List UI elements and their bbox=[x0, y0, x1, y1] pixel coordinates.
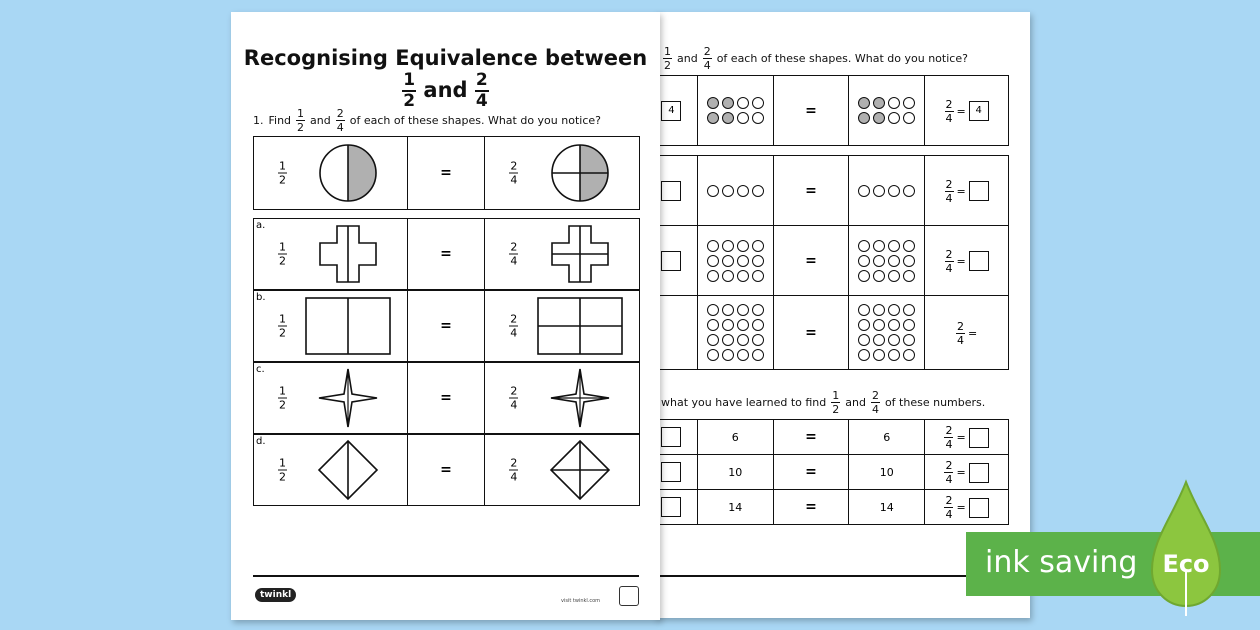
row-letter: b. bbox=[256, 292, 266, 303]
counter-dot bbox=[752, 97, 764, 109]
diamond-shape bbox=[317, 439, 379, 501]
dots-cell bbox=[697, 156, 773, 226]
quarter-cell bbox=[485, 435, 640, 506]
counter-dot bbox=[722, 112, 734, 124]
quarter-cell bbox=[485, 219, 640, 290]
counter-dot bbox=[888, 349, 900, 361]
counter-dot bbox=[722, 349, 734, 361]
rectangle-shape bbox=[535, 295, 625, 357]
fraction: $\frac{2}{4}$ bbox=[957, 319, 964, 347]
shape-row bbox=[253, 218, 640, 290]
dots-cell bbox=[697, 76, 773, 146]
fraction: $\frac{1}{2}$ bbox=[279, 159, 286, 187]
counter-dot bbox=[888, 255, 900, 267]
star-shape bbox=[317, 367, 379, 429]
answer-box[interactable] bbox=[661, 251, 681, 271]
counter-dot bbox=[858, 112, 870, 124]
answer-box[interactable] bbox=[969, 498, 989, 518]
counter-dot bbox=[873, 97, 885, 109]
counter-dot bbox=[888, 97, 900, 109]
counter-dot bbox=[903, 334, 915, 346]
counter-dot bbox=[707, 185, 719, 197]
footer-url: visit twinkl.com bbox=[561, 598, 601, 604]
equals-cell: = bbox=[773, 420, 849, 455]
counter-dot bbox=[722, 97, 734, 109]
fraction: $\frac{2}{4}$ bbox=[945, 177, 953, 205]
equals-cell: = bbox=[773, 76, 849, 146]
question1-instruction: 1. Find $\frac{1}{2}$ and $\frac{2}{4}$ of each of these shapes. What do you notice? bbox=[253, 107, 601, 134]
dots-cell bbox=[849, 156, 925, 226]
worksheet-page-1 bbox=[231, 12, 660, 620]
counter-dot bbox=[752, 304, 764, 316]
quality-badge-icon bbox=[619, 586, 639, 606]
right-answer-cell: $\frac{2}{4}$ = bbox=[925, 226, 1009, 296]
counter-dot bbox=[873, 319, 885, 331]
counter-dot bbox=[707, 304, 719, 316]
right-answer-cell: $\frac{2}{4}$ = bbox=[925, 156, 1009, 226]
fraction-half: $\frac{1}{2}$ bbox=[664, 45, 671, 72]
counter-dot bbox=[737, 255, 749, 267]
counter-dot bbox=[873, 240, 885, 252]
left-answer-cell bbox=[655, 226, 697, 296]
counter-dot bbox=[737, 185, 749, 197]
right-answer-cell: $\frac{2}{4}$ = 4 bbox=[925, 76, 1009, 146]
counter-dot bbox=[722, 270, 734, 282]
counter-dot bbox=[873, 255, 885, 267]
counter-dot bbox=[737, 304, 749, 316]
counter-dot bbox=[722, 240, 734, 252]
counter-dot bbox=[888, 112, 900, 124]
counter-dot bbox=[752, 240, 764, 252]
right-answer-cell: $\frac{2}{4}$ = bbox=[925, 490, 1009, 525]
answer-box[interactable] bbox=[969, 428, 989, 448]
half-cell bbox=[254, 137, 408, 210]
equals-cell: = bbox=[773, 490, 849, 525]
counter-dot bbox=[722, 255, 734, 267]
counter-dot bbox=[903, 349, 915, 361]
counter-dot bbox=[858, 349, 870, 361]
answer-box[interactable] bbox=[661, 497, 681, 517]
counter-dot bbox=[858, 97, 870, 109]
equals-mark: = bbox=[440, 462, 452, 478]
counters-group bbox=[849, 304, 924, 361]
counter-dot bbox=[737, 240, 749, 252]
counter-dot bbox=[873, 334, 885, 346]
counter-dot bbox=[737, 349, 749, 361]
shape-row bbox=[253, 362, 640, 434]
counter-dot bbox=[752, 112, 764, 124]
fraction: $\frac{1}{2}$ bbox=[279, 384, 286, 412]
eco-drop-icon bbox=[1148, 478, 1224, 618]
circle-shape bbox=[317, 142, 379, 204]
fraction-half: $\frac{1}{2}$ bbox=[297, 107, 305, 134]
counter-dot bbox=[752, 255, 764, 267]
fraction: $\frac{2}{4}$ bbox=[510, 312, 518, 340]
numbers-table bbox=[655, 419, 1009, 525]
equals-cell bbox=[407, 291, 484, 362]
dots-cell bbox=[849, 76, 925, 146]
counter-dot bbox=[858, 334, 870, 346]
counter-dot bbox=[737, 270, 749, 282]
counters-group bbox=[698, 97, 773, 124]
answer-box[interactable] bbox=[969, 181, 989, 201]
left-answer-cell bbox=[655, 76, 697, 146]
counter-dot bbox=[752, 270, 764, 282]
number-cell: 14 bbox=[697, 490, 773, 525]
counter-dot bbox=[858, 270, 870, 282]
counter-dot bbox=[752, 334, 764, 346]
counter-dot bbox=[903, 319, 915, 331]
right-answer-cell: $\frac{2}{4}$ = bbox=[925, 455, 1009, 490]
equals-mark: = bbox=[440, 246, 452, 262]
eco-badge-text: Eco bbox=[1162, 550, 1210, 578]
left-answer-cell bbox=[655, 455, 697, 490]
page2-footer-line bbox=[655, 575, 1015, 577]
worksheet-page-2 bbox=[655, 12, 1030, 618]
counter-dot bbox=[873, 185, 885, 197]
number-cell: 10 bbox=[697, 455, 773, 490]
counter-dot bbox=[888, 334, 900, 346]
row-letter: d. bbox=[256, 436, 266, 447]
counters-group bbox=[698, 185, 773, 197]
number-cell: 6 bbox=[849, 420, 925, 455]
counter-dot bbox=[737, 97, 749, 109]
counter-dot bbox=[722, 319, 734, 331]
cross-shape bbox=[549, 223, 611, 285]
counter-dot bbox=[752, 319, 764, 331]
counter-dot bbox=[888, 240, 900, 252]
fraction: $\frac{1}{2}$ bbox=[279, 240, 286, 268]
counter-dot bbox=[873, 349, 885, 361]
counter-dot bbox=[903, 240, 915, 252]
equals-mark: = bbox=[440, 165, 452, 181]
page2-top-instruction: $\frac{1}{2}$ and $\frac{2}{4}$ of each of these shapes. What do you notice? bbox=[664, 45, 968, 72]
equals-cell bbox=[407, 435, 485, 506]
counter-dot bbox=[888, 270, 900, 282]
answer-box[interactable] bbox=[969, 251, 989, 271]
counter-dot bbox=[873, 270, 885, 282]
dots-cell bbox=[697, 296, 773, 370]
counters-group bbox=[698, 240, 773, 282]
dots-cell bbox=[697, 226, 773, 296]
number-cell: 6 bbox=[697, 420, 773, 455]
counter-dot bbox=[873, 304, 885, 316]
counter-dot bbox=[707, 270, 719, 282]
half-cell bbox=[254, 219, 408, 290]
right-answer-cell: $\frac{2}{4}$ = bbox=[925, 296, 1009, 370]
right-answer-cell: $\frac{2}{4}$ = bbox=[925, 420, 1009, 455]
answer-box[interactable]: 4 bbox=[661, 101, 681, 121]
twinkl-logo: twinkl bbox=[255, 588, 296, 602]
counter-dot bbox=[737, 319, 749, 331]
counter-dot bbox=[707, 334, 719, 346]
equals-cell bbox=[407, 363, 485, 434]
star-shape bbox=[549, 367, 611, 429]
fraction: $\frac{2}{4}$ bbox=[945, 494, 953, 521]
equals-cell: = bbox=[773, 455, 849, 490]
counter-dot bbox=[722, 304, 734, 316]
counter-dot bbox=[858, 319, 870, 331]
counter-dot bbox=[858, 304, 870, 316]
counters-group bbox=[849, 97, 924, 124]
counter-dot bbox=[737, 334, 749, 346]
counter-dot bbox=[888, 319, 900, 331]
counters-group bbox=[849, 240, 924, 282]
fraction-half: $\frac{1}{2}$ bbox=[832, 389, 840, 416]
fraction: $\frac{2}{4}$ bbox=[945, 97, 953, 125]
answer-box[interactable] bbox=[969, 463, 989, 483]
question2-instruction: what you have learned to find $\frac{1}{2}$ and $\frac{2}{4}$ of these numbers. bbox=[661, 389, 986, 416]
equals-mark: = bbox=[440, 390, 452, 406]
counter-dot bbox=[903, 185, 915, 197]
fraction: $\frac{1}{2}$ bbox=[279, 456, 286, 484]
counter-dot bbox=[707, 319, 719, 331]
dots-cell bbox=[849, 296, 925, 370]
quarter-cell bbox=[485, 137, 640, 210]
cross-shape bbox=[317, 223, 379, 285]
counter-dot bbox=[888, 304, 900, 316]
quarter-cell bbox=[485, 291, 640, 362]
rectangle-shape bbox=[303, 295, 393, 357]
fraction-two-quarters: $\frac{2}{4}$ bbox=[336, 107, 344, 134]
half-cell bbox=[254, 363, 408, 434]
fraction: $\frac{2}{4}$ bbox=[510, 456, 518, 484]
equals-cell bbox=[407, 137, 485, 210]
counter-dot bbox=[858, 255, 870, 267]
left-answer-cell bbox=[655, 490, 697, 525]
equals-cell: = bbox=[773, 296, 849, 370]
answer-box[interactable] bbox=[661, 427, 681, 447]
answer-box[interactable] bbox=[661, 462, 681, 482]
equals-cell bbox=[407, 219, 485, 290]
counter-dot bbox=[858, 185, 870, 197]
fraction: $\frac{2}{4}$ bbox=[945, 459, 953, 486]
equals-mark: = bbox=[440, 318, 452, 334]
counter-dot bbox=[752, 185, 764, 197]
fraction-two-quarters: $\frac{2}{4}$ bbox=[871, 389, 879, 416]
fraction: $\frac{2}{4}$ bbox=[945, 424, 953, 451]
left-answer-cell bbox=[655, 296, 697, 370]
counter-dot bbox=[858, 240, 870, 252]
quarter-cell bbox=[485, 363, 640, 434]
counter-dot bbox=[873, 112, 885, 124]
left-answer-cell bbox=[655, 156, 697, 226]
counter-dot bbox=[903, 97, 915, 109]
counter-dot bbox=[903, 270, 915, 282]
dots-table bbox=[655, 75, 1009, 370]
page-title-fractions: $\frac{1}{2}$ and $\frac{2}{4}$ bbox=[403, 70, 488, 111]
fraction-half: $\frac{1}{2}$ bbox=[403, 70, 416, 111]
fraction: $\frac{2}{4}$ bbox=[945, 247, 953, 275]
counters-group bbox=[698, 304, 773, 361]
fraction-two-quarters: $\frac{2}{4}$ bbox=[703, 45, 711, 72]
fraction: $\frac{1}{2}$ bbox=[279, 312, 286, 340]
row-letter: c. bbox=[256, 364, 265, 375]
counter-dot bbox=[722, 185, 734, 197]
shape-row bbox=[253, 434, 640, 506]
fraction-two-quarters: $\frac{2}{4}$ bbox=[475, 70, 488, 111]
counters-group bbox=[849, 185, 924, 197]
counter-dot bbox=[707, 255, 719, 267]
counter-dot bbox=[707, 97, 719, 109]
circle-shape bbox=[549, 142, 611, 204]
half-cell bbox=[254, 435, 408, 506]
fraction: $\frac{2}{4}$ bbox=[510, 159, 518, 187]
row-letter: a. bbox=[256, 220, 266, 231]
diamond-shape bbox=[549, 439, 611, 501]
counter-dot bbox=[888, 185, 900, 197]
counter-dot bbox=[903, 112, 915, 124]
counter-dot bbox=[707, 349, 719, 361]
counter-dot bbox=[707, 240, 719, 252]
eco-text: ink saving bbox=[985, 545, 1138, 580]
fraction: $\frac{2}{4}$ bbox=[510, 240, 518, 268]
fraction: $\frac{2}{4}$ bbox=[510, 384, 518, 412]
counter-dot bbox=[722, 334, 734, 346]
page1-footer-line bbox=[253, 575, 639, 577]
number-cell: 14 bbox=[849, 490, 925, 525]
counter-dot bbox=[903, 255, 915, 267]
counter-dot bbox=[903, 304, 915, 316]
half-cell bbox=[254, 291, 408, 362]
dots-cell bbox=[849, 226, 925, 296]
number-cell: 10 bbox=[849, 455, 925, 490]
counter-dot bbox=[737, 112, 749, 124]
shape-row bbox=[253, 290, 640, 362]
equals-cell: = bbox=[773, 226, 849, 296]
counter-dot bbox=[707, 112, 719, 124]
equals-cell: = bbox=[773, 156, 849, 226]
page-title: Recognising Equivalence between bbox=[243, 46, 648, 70]
answer-box[interactable]: 4 bbox=[969, 101, 989, 121]
left-answer-cell bbox=[655, 420, 697, 455]
answer-box[interactable] bbox=[661, 181, 681, 201]
shape-row bbox=[253, 136, 640, 210]
counter-dot bbox=[752, 349, 764, 361]
